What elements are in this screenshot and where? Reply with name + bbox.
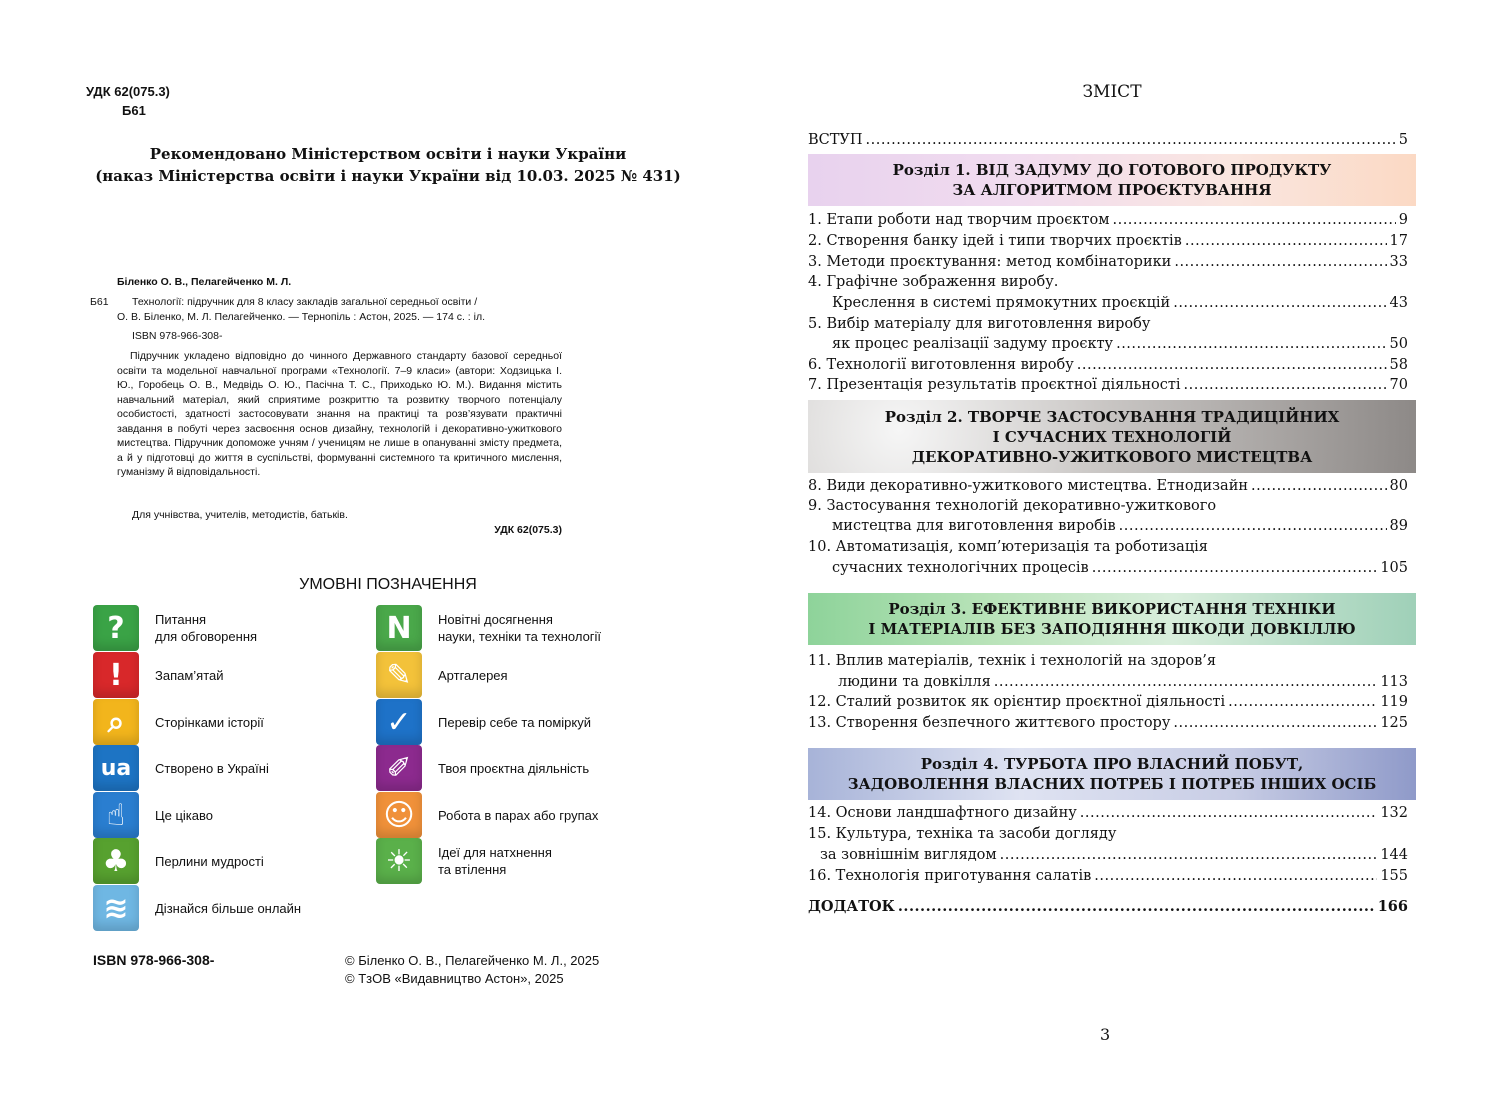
section-title-line: Розділ 1. ВІД ЗАДУМУ ДО ГОТОВОГО ПРОДУКТУ bbox=[892, 161, 1332, 179]
toc-entry bbox=[808, 252, 1408, 272]
legend-label bbox=[155, 853, 264, 870]
toc-entry-title: 7. Презентація результатів проєктної діяльності bbox=[808, 377, 1181, 393]
question-icon: ? bbox=[93, 605, 139, 651]
toc-entry-page: 113 bbox=[1380, 674, 1408, 690]
toc-entry-page: 132 bbox=[1380, 805, 1408, 821]
toc-entry-title: за зовнішнім виглядом bbox=[820, 847, 997, 863]
legend-label-line: Створено в Україні bbox=[155, 760, 269, 776]
legend-label bbox=[438, 714, 591, 731]
toc-entry-title: 3. Методи проєктування: метод комбінаторики bbox=[808, 254, 1172, 270]
toc-entry-title: 16. Технологія приготування салатів bbox=[808, 868, 1092, 884]
legend-label bbox=[438, 807, 598, 824]
section-title-line: ЗА АЛГОРИТМОМ ПРОЄКТУВАННЯ bbox=[952, 181, 1272, 199]
legend-item bbox=[93, 745, 269, 791]
toc-entry-page: 144 bbox=[1380, 847, 1408, 863]
section-2-banner bbox=[808, 400, 1416, 473]
catalog-line2: О. В. Біленко, М. Л. Пелагейченко. — Тернопіль : Астон, 2025. — 174 с. : іл. bbox=[117, 311, 486, 323]
legend-label bbox=[438, 844, 552, 878]
section-title-line: І СУЧАСНИХ ТЕХНОЛОГІЙ bbox=[992, 427, 1232, 446]
legend-item bbox=[93, 699, 264, 745]
legend-label bbox=[155, 714, 264, 731]
section-1-banner bbox=[808, 154, 1416, 206]
toc-entry-page: 105 bbox=[1380, 560, 1408, 576]
innovation-head-icon: N bbox=[376, 605, 422, 651]
legend-title: УМОВНІ ПОЗНАЧЕННЯ bbox=[299, 576, 477, 593]
toc-entry-title: Креслення в системі прямокутних проєкцій bbox=[832, 295, 1171, 311]
toc-entry: 9. Застосування технологій декоративно-ужиткового bbox=[808, 498, 1217, 514]
owl-icon: ♣ bbox=[93, 838, 139, 884]
copyright-publisher: © ТзОВ «Видавництво Астон», 2025 bbox=[345, 971, 564, 986]
authors: Біленко О. В., Пелагейченко М. Л. bbox=[117, 276, 292, 288]
udk-right: УДК 62(075.3) bbox=[494, 524, 562, 536]
toc-entry-title: мистецтва для виготовлення виробів bbox=[832, 518, 1116, 534]
toc-title: ЗМІСТ bbox=[1082, 82, 1142, 102]
legend-item bbox=[93, 838, 264, 884]
toc-entry-title: 13. Створення безпечного життєвого простору bbox=[808, 715, 1171, 731]
legend-label-line: та втілення bbox=[438, 862, 507, 877]
ua-icon: ua bbox=[93, 745, 139, 791]
toc-appendix-page: 166 bbox=[1377, 898, 1408, 915]
toc-entry-title: людини та довкілля bbox=[838, 674, 991, 690]
toc-entry bbox=[808, 476, 1408, 496]
toc-entry: 4. Графічне зображення виробу. bbox=[808, 274, 1059, 290]
legend-label-line: Твоя проєктна діяльність bbox=[438, 760, 590, 776]
exclamation-icon: ! bbox=[93, 652, 139, 698]
isbn-small: ISBN 978-966-308- bbox=[132, 330, 223, 342]
toc-intro-title: ВСТУП bbox=[808, 132, 863, 148]
section-title-line: ЗАДОВОЛЕННЯ ВЛАСНИХ ПОТРЕБ І ПОТРЕБ ІНШИХ ОСІБ bbox=[847, 775, 1377, 793]
toc-entry bbox=[820, 845, 1408, 865]
toc-entry bbox=[808, 692, 1408, 712]
toc-entry-page: 80 bbox=[1389, 478, 1408, 494]
catalog-line1: Технології: підручник для 8 класу закладів загальної середньої освіти / bbox=[132, 296, 478, 308]
legend-item bbox=[93, 885, 301, 931]
legend-item bbox=[376, 792, 598, 838]
toc-entry-title: 14. Основи ландшафтного дизайну bbox=[808, 805, 1077, 821]
legend-label bbox=[155, 900, 301, 917]
section-title-line: Розділ 2. ТВОРЧЕ ЗАСТОСУВАННЯ ТРАДИЦІЙНИХ bbox=[884, 407, 1340, 426]
toc-entry: 11. Вплив матеріалів, технік і технологій на здоров’я bbox=[808, 653, 1216, 669]
isbn-main: ISBN 978-966-308- bbox=[93, 952, 215, 968]
legend-label-line: Запам’ятай bbox=[155, 667, 224, 683]
legend-item bbox=[376, 838, 552, 884]
toc-entry bbox=[808, 803, 1408, 823]
legend-label bbox=[438, 611, 601, 645]
wifi-icon: ≋ bbox=[93, 885, 139, 931]
toc-entry-title: 8. Види декоративно-ужиткового мистецтва. Етнодизайн bbox=[808, 478, 1249, 494]
catalog-code: Б61 bbox=[90, 296, 109, 308]
legend-label-line: для обговорення bbox=[155, 629, 258, 644]
toc-entry bbox=[808, 231, 1408, 251]
toc-entry bbox=[808, 713, 1408, 733]
page-number: 3 bbox=[1100, 1025, 1111, 1044]
toc-entry bbox=[832, 334, 1408, 354]
toc-entry: 10. Автоматизація, комп’ютеризація та роботизація bbox=[808, 539, 1208, 555]
toc-entry-page: 43 bbox=[1389, 295, 1408, 311]
toc-entry-title: 6. Технології виготовлення виробу bbox=[808, 357, 1074, 373]
toc-entry bbox=[838, 672, 1408, 692]
toc-entry: 15. Культура, техніка та засоби догляду bbox=[808, 826, 1117, 842]
legend-label-line: науки, техніки та технології bbox=[438, 629, 602, 644]
audience: Для учнівства, учителів, методистів, батьків. bbox=[132, 509, 348, 521]
legend-label bbox=[438, 760, 589, 777]
toc-entry-title: 12. Сталий розвиток як орієнтир проєктної діяльності bbox=[808, 694, 1226, 710]
toc-entry bbox=[808, 866, 1408, 886]
toc-appendix-title: ДОДАТОК bbox=[808, 898, 895, 915]
library-code: Б61 bbox=[122, 103, 146, 118]
toc-entry: 5. Вибір матеріалу для виготовлення виробу bbox=[808, 316, 1151, 332]
toc-entry-page: 58 bbox=[1389, 357, 1408, 373]
toc-entry-page: 50 bbox=[1389, 336, 1408, 352]
toc-entry bbox=[832, 516, 1408, 536]
legend-item bbox=[376, 745, 589, 791]
annotation: Підручник укладено відповідно до чинного Державного стандарту базової середньої освіти та модельної навчальної програми «Технології. 7–9 класи» (автори: Ходзицька І. Ю., Горобець О. В., Медвідь О. Ю., Пасічна Т. С., Приходько Ю. М.). Видання містить навчальний матеріал, який сприятиме розкриттю та розвитку творчого потенціалу особистості, здатності застосовувати знання на практиці та розв’язувати практичні завдання в побуті через засвоєння основ дизайну, технологій і декоративно-ужиткового мистецтва. Підручник допоможе учням / ученицям не лише в опануванні змісту предмета, а й у підготовці до життя в суспільстві, формуванні системного та критичного мислення, гуманізму й відповідальності. bbox=[117, 350, 562, 478]
lightbulb-icon: ☀ bbox=[376, 838, 422, 884]
finger-icon: ☝ bbox=[93, 792, 139, 838]
toc-intro bbox=[808, 130, 1408, 150]
legend-label-line: Дізнайся більше онлайн bbox=[155, 900, 302, 916]
legend-label bbox=[155, 760, 269, 777]
toc-appendix bbox=[808, 897, 1408, 917]
toc-entry-title: 1. Етапи роботи над творчим проєктом bbox=[808, 212, 1110, 228]
magnifier-icon: ⌕ bbox=[93, 699, 139, 745]
toc-entry-page: 119 bbox=[1380, 694, 1408, 710]
checkmark-icon: ✓ bbox=[376, 699, 422, 745]
legend-label bbox=[155, 611, 257, 645]
toc-entry-page: 125 bbox=[1380, 715, 1408, 731]
toc-entry-title: сучасних технологічних процесів bbox=[832, 560, 1089, 576]
toc-entry bbox=[832, 293, 1408, 313]
legend-label-line: Перевір себе та поміркуй bbox=[438, 714, 591, 730]
udk-code: УДК 62(075.3) bbox=[86, 84, 170, 99]
recommendation-line2: (наказ Міністерства освіти і науки України від 10.03. 2025 № 431) bbox=[95, 167, 681, 185]
legend-item bbox=[93, 792, 213, 838]
palette-icon: ✎ bbox=[376, 652, 422, 698]
toc-entry-page: 9 bbox=[1398, 212, 1408, 228]
toc-entry-page: 70 bbox=[1389, 377, 1408, 393]
toc-entry-title: як процес реалізації задуму проєкту bbox=[832, 336, 1114, 352]
toc-intro-page: 5 bbox=[1398, 132, 1408, 148]
legend-label-line: Питання bbox=[155, 612, 207, 627]
toc-entry-page: 89 bbox=[1389, 518, 1408, 534]
pair-heads-icon: ☺ bbox=[376, 792, 422, 838]
legend-label-line: Робота в парах або групах bbox=[438, 807, 599, 823]
toc-entry-title: 2. Створення банку ідей і типи творчих проєктів bbox=[808, 233, 1182, 249]
pencil-icon: ✐ bbox=[376, 745, 422, 791]
section-4-banner bbox=[808, 748, 1416, 800]
legend-label-line: Перлини мудрості bbox=[155, 853, 264, 869]
legend-label-line: Це цікаво bbox=[155, 807, 213, 823]
udk-block bbox=[86, 82, 170, 120]
legend-label-line: Ідеї для натхнення bbox=[438, 845, 552, 860]
toc-entry bbox=[808, 375, 1408, 395]
legend-item bbox=[93, 652, 224, 698]
ministry-recommendation bbox=[90, 143, 686, 187]
legend-item bbox=[376, 605, 601, 651]
section-title-line: ДЕКОРАТИВНО-УЖИТКОВОГО МИСТЕЦТВА bbox=[911, 447, 1313, 466]
legend-item bbox=[376, 652, 508, 698]
legend-label-line: Артгалерея bbox=[438, 667, 508, 683]
legend-item bbox=[93, 605, 257, 651]
legend-label bbox=[155, 807, 213, 824]
section-title-line: Розділ 3. ЕФЕКТИВНЕ ВИКОРИСТАННЯ ТЕХНІКИ bbox=[888, 600, 1336, 618]
legend-item bbox=[376, 699, 591, 745]
toc-entry-page: 155 bbox=[1380, 868, 1408, 884]
toc-entry bbox=[832, 558, 1408, 578]
toc-entry bbox=[808, 355, 1408, 375]
toc-entry-page: 33 bbox=[1389, 254, 1408, 270]
section-3-banner bbox=[808, 593, 1416, 645]
legend-label bbox=[438, 667, 508, 684]
section-title-line: І МАТЕРІАЛІВ БЕЗ ЗАПОДІЯННЯ ШКОДИ ДОВКІЛЛЮ bbox=[868, 620, 1356, 638]
legend-label bbox=[155, 667, 224, 684]
toc-entry bbox=[808, 210, 1408, 230]
copyright-authors: © Біленко О. В., Пелагейченко М. Л., 2025 bbox=[345, 953, 600, 968]
legend-label-line: Новітні досягнення bbox=[438, 612, 553, 627]
legend-label-line: Сторінками історії bbox=[155, 714, 264, 730]
section-title-line: Розділ 4. ТУРБОТА ПРО ВЛАСНИЙ ПОБУТ, bbox=[920, 755, 1304, 773]
recommendation-line1: Рекомендовано Міністерством освіти і науки України bbox=[149, 145, 627, 163]
copyright bbox=[345, 952, 599, 988]
toc-entry-page: 17 bbox=[1389, 233, 1408, 249]
